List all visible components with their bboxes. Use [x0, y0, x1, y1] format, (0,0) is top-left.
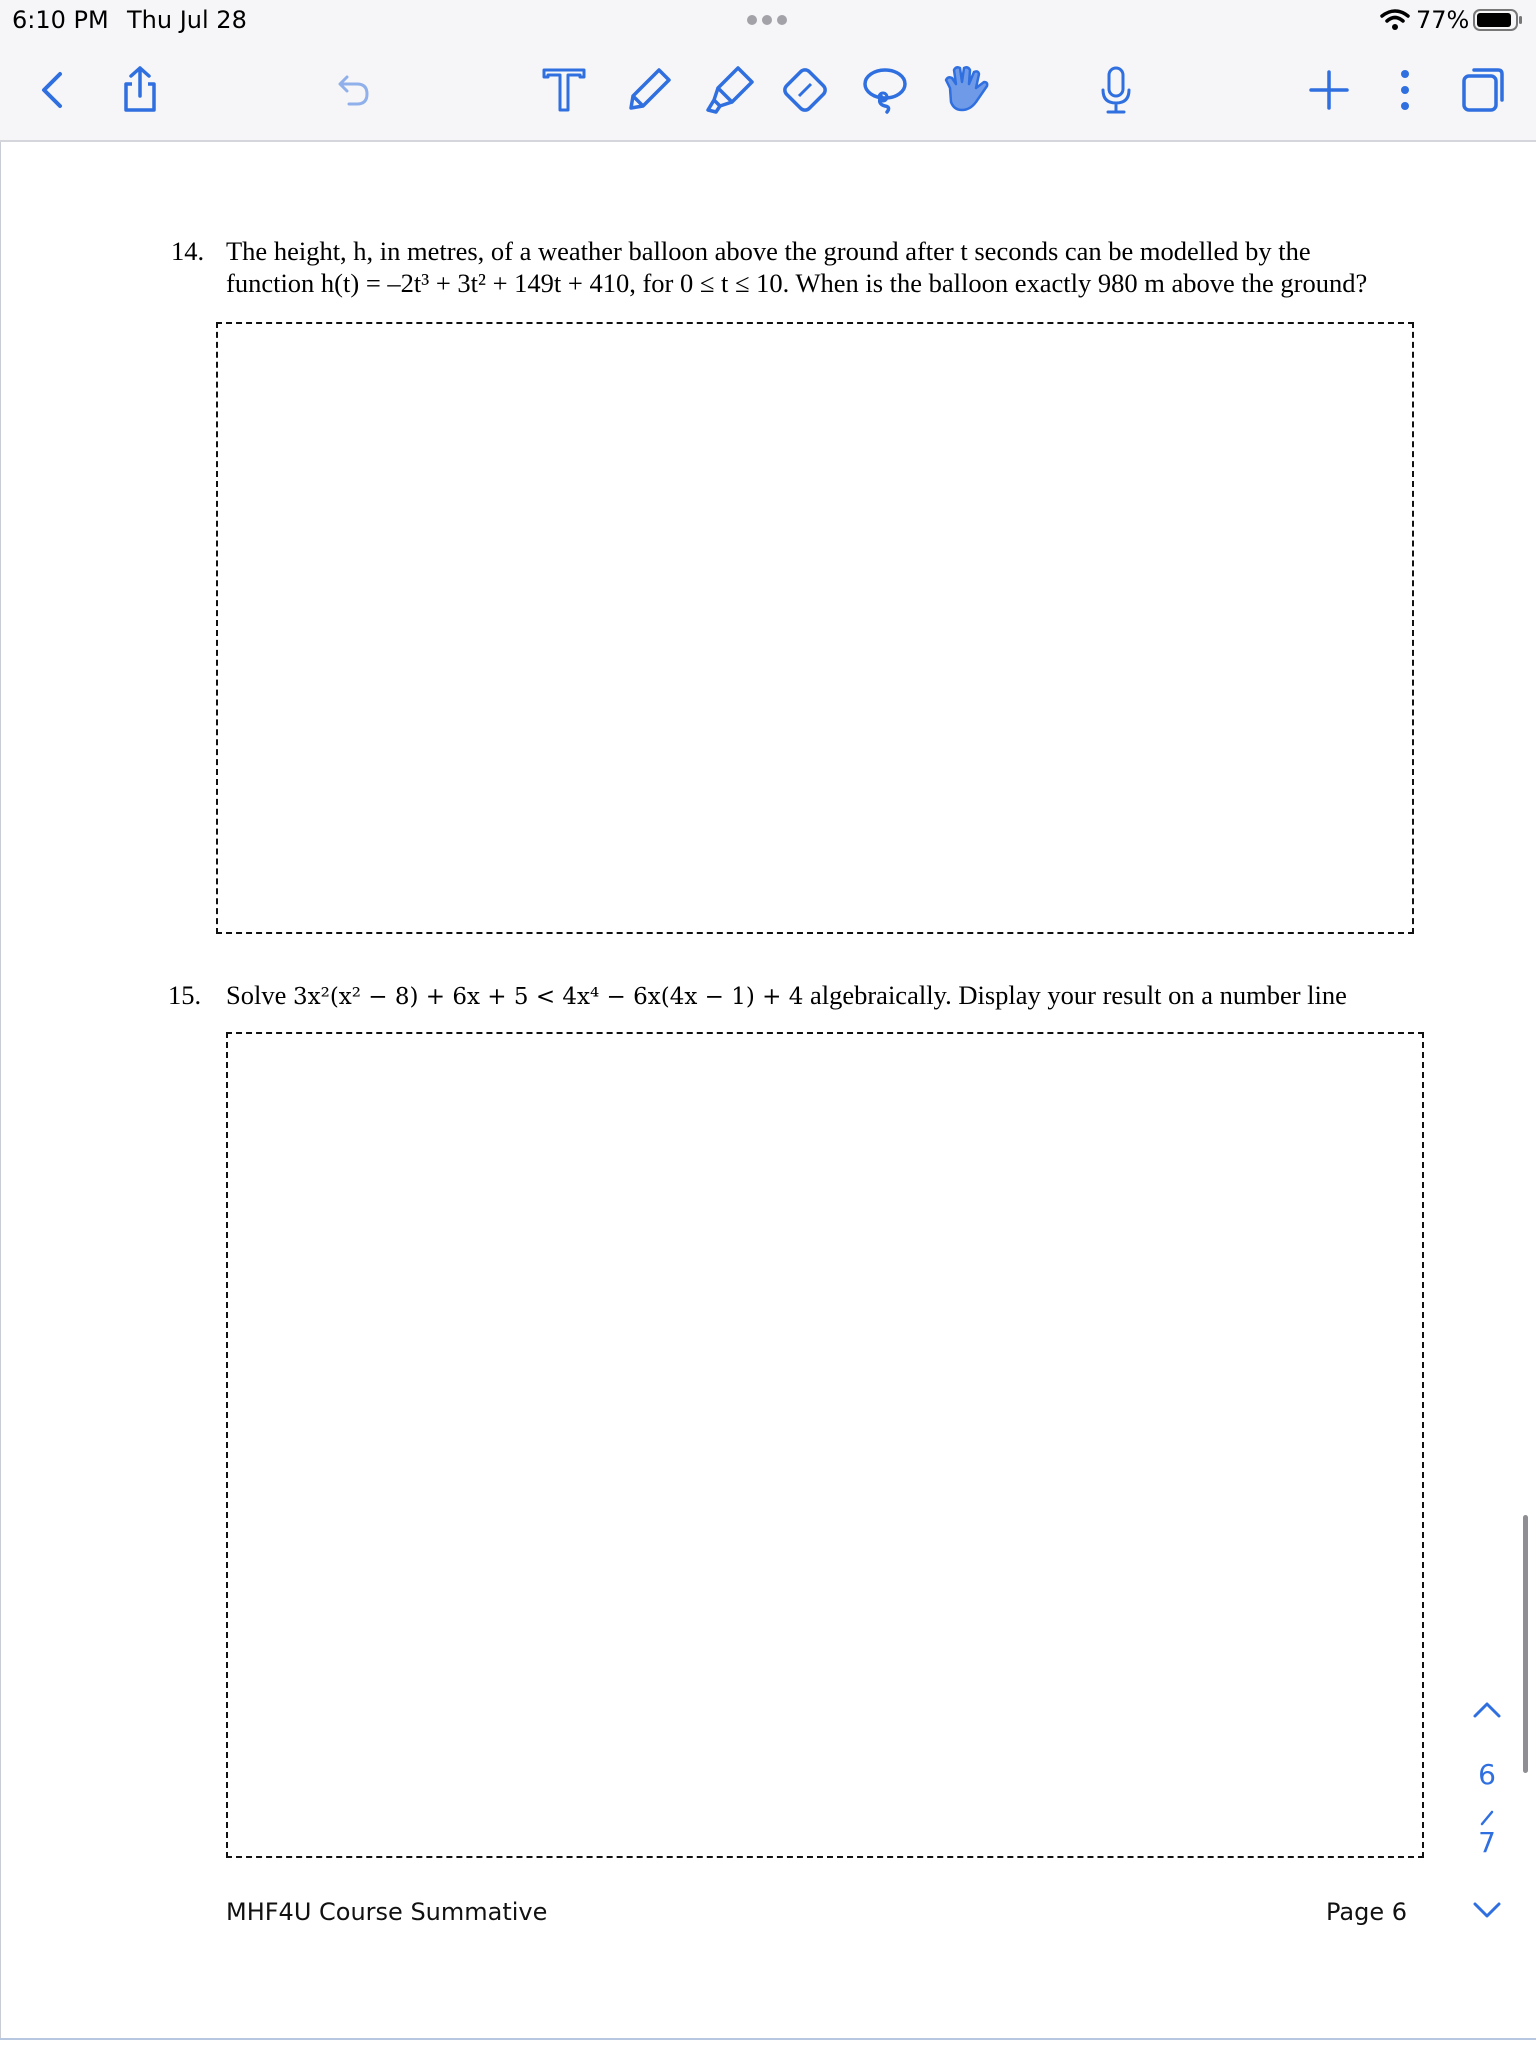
hand-button[interactable] — [936, 60, 996, 120]
share-button[interactable] — [110, 60, 170, 120]
more-icon — [1375, 60, 1435, 120]
question-14-line-1: The height, h, in metres, of a weather balloon above the ground after t seconds can be modelled by the — [226, 236, 1311, 266]
hand-icon — [936, 60, 996, 120]
share-icon — [110, 60, 170, 120]
lasso-button[interactable] — [855, 60, 915, 120]
question-14-answer-box[interactable] — [216, 322, 1414, 934]
add-button[interactable] — [1299, 60, 1359, 120]
question-15-number: 15. — [168, 980, 202, 1010]
scrollbar[interactable] — [1523, 1515, 1528, 1773]
text-tool-icon — [534, 60, 594, 120]
battery-percent: 77% — [1416, 6, 1470, 34]
page-up-chevron-icon[interactable] — [1462, 1690, 1512, 1730]
more-button[interactable] — [1375, 60, 1435, 120]
status-date: Thu Jul 28 — [127, 6, 247, 34]
back-icon — [22, 60, 82, 120]
status-time: 6:10 PM — [12, 6, 109, 34]
status-bar — [0, 0, 1536, 40]
total-page-count: 7 — [1478, 1826, 1496, 1859]
undo-icon — [323, 60, 383, 120]
question-15-expression: 3x²(x² − 8) + 6x + 5 < 4x⁴ − 6x(4x − 1) + 4 — [293, 984, 804, 1010]
battery-icon — [1473, 8, 1523, 32]
add-icon — [1299, 60, 1359, 120]
multitasking-dots-icon[interactable] — [745, 12, 790, 28]
page-navigator — [1462, 1690, 1512, 1930]
lasso-icon — [855, 60, 915, 120]
microphone-button[interactable] — [1086, 60, 1146, 120]
pages-button[interactable] — [1452, 60, 1512, 120]
pen-icon — [619, 60, 679, 120]
page-bottom-edge — [0, 2038, 1536, 2040]
question-15-answer-box[interactable] — [226, 1032, 1424, 1858]
undo-button[interactable] — [323, 60, 383, 120]
toolbar — [0, 40, 1536, 142]
current-page-number: 6 — [1478, 1758, 1496, 1791]
pen-button[interactable] — [619, 60, 679, 120]
question-15-suffix: algebraically. Display your result on a number line — [809, 980, 1347, 1010]
question-14-number: 14. — [171, 236, 205, 266]
pages-icon — [1452, 60, 1512, 120]
question-15-prefix: Solve — [226, 980, 287, 1010]
highlighter-button[interactable] — [700, 60, 760, 120]
microphone-icon — [1086, 60, 1146, 120]
eraser-button[interactable] — [775, 60, 835, 120]
footer-page-label: Page 6 — [1326, 1898, 1407, 1926]
question-15-text — [226, 979, 1347, 1013]
page-down-chevron-icon[interactable] — [1462, 1890, 1512, 1930]
highlighter-icon — [700, 60, 760, 120]
question-14-line-2: function h(t) = –2t³ + 3t² + 149t + 410, for 0 ≤ t ≤ 10. When is the balloon exactly 980 m above the ground? — [226, 268, 1368, 298]
text-tool-button[interactable] — [534, 60, 594, 120]
back-button[interactable] — [22, 60, 82, 120]
eraser-icon — [775, 60, 835, 120]
footer-course-title: MHF4U Course Summative — [226, 1898, 548, 1926]
wifi-icon — [1380, 8, 1410, 32]
